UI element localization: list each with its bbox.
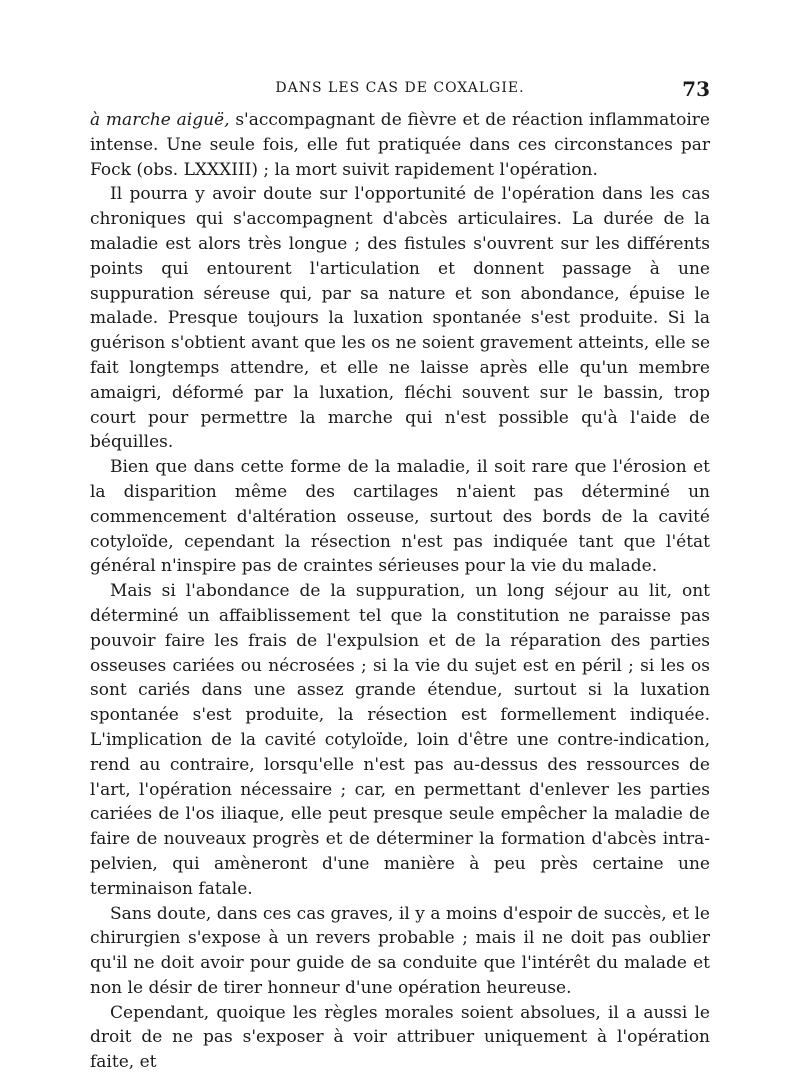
page-number: 73 xyxy=(682,77,710,101)
body-text xyxy=(90,108,710,1075)
paragraph-1-text: s'accompagnant de fièvre et de réaction inflammatoire intense. Une seule fois, elle fut pratiquée dans ces circonstances par Fock (obs. LXXXIII) ; la mort suivit rapidement l'opération. xyxy=(90,110,710,180)
paragraph-3: Bien que dans cette forme de la maladie, il soit rare que l'érosion et la disparition même des cartilages n'aient pas déterminé un commencement d'altération osseuse, surtout des bords de la cavité cotyloïde, cependant la résection n'est pas indiquée tant que l'état général n'inspire pas de craintes sérieuses pour la vie du malade. xyxy=(90,457,710,577)
paragraph-6: Cependant, quoique les règles morales soient absolues, il a aussi le droit de ne pas s'exposer à voir attribuer uniquement à l'opération faite, et xyxy=(90,1002,710,1073)
paragraph-5: Sans doute, dans ces cas graves, il y a moins d'espoir de succès, et le chirurgien s'expose à un revers probable ; mais il ne doit pas oublier qu'il ne doit avoir pour guide de sa conduite que l'intérêt du malade et non le désir de tirer honneur d'une opération heureuse. xyxy=(90,903,710,998)
paragraph-4: Mais si l'abondance de la suppuration, un long séjour au lit, ont déterminé un affaiblissement tel que la constitution ne paraisse pas pouvoir faire les frais de l'expulsion et de la réparation des parties osseuses cariées ou nécrosées ; si la vie du sujet est en péril ; si les os sont cariés dans une assez grande étendue, surtout si la luxation spontanée s'est produite, la résection est formellement indiquée. L'implication de la cavité cotyloïde, loin d'être une contre-indication, rend au contraire, lorsqu'elle n'est pas au-dessus des ressources de l'art, l'opération nécessaire ; car, en permettant d'enlever les parties cariées de l'os iliaque, elle peut presque seule empêcher la maladie de faire de nouveaux progrès et de déterminer la formation d'abcès intra-pelvien, qui amèneront d'une manière à peu près certaine une terminaison fatale. xyxy=(90,581,710,899)
italic-lead: à marche aiguë, xyxy=(90,110,230,130)
paragraph-1 xyxy=(90,108,710,182)
paragraph-2: Il pourra y avoir doute sur l'opportunité de l'opération dans les cas chroniques qui s'accompagnent d'abcès articulaires. La durée de la maladie est alors très longue ; des fistules s'ouvrent sur les différents points qui entourent l'articulation et donnent passage à une suppuration séreuse qui, par sa nature et son abondance, épuise le malade. Presque toujours la luxation spontanée s'est produite. Si la guérison s'obtient avant que les os ne soient gravement atteints, elle se fait longtemps attendre, et elle ne laisse après elle qu'un membre amaigri, déformé par la luxation, fléchi souvent sur le bassin, trop court pour permettre la marche qui n'est possible qu'à l'aide de béquilles. xyxy=(90,184,710,453)
running-header xyxy=(90,77,710,104)
running-title: DANS LES CAS DE COXALGIE. xyxy=(275,80,525,96)
